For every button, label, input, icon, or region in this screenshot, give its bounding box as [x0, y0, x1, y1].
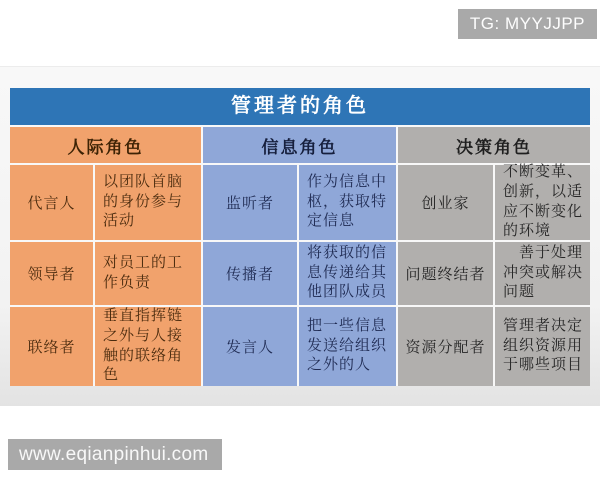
desc-resource-allocator: 管理者决定组织资源用于哪些项目	[495, 307, 590, 386]
roles-grid	[10, 127, 590, 386]
role-disseminator: 传播者	[203, 242, 297, 305]
table-title: 管理者的角色	[10, 88, 590, 125]
desc-figurehead: 以团队首脑的身份参与活动	[95, 165, 201, 240]
desc-disseminator: 将获取的信息传递给其他团队成员	[299, 242, 396, 305]
desc-entrepreneur: 不断变革、创新，以适应不断变化的环境	[495, 165, 590, 240]
header-informational-roles: 信息角色	[203, 127, 396, 163]
desc-disturbance-handler: 善于处理冲突或解决问题	[495, 242, 590, 305]
role-disturbance-handler: 问题终结者	[398, 242, 493, 305]
header-decisional-roles: 决策角色	[398, 127, 590, 163]
roles-table	[10, 88, 590, 386]
role-spokesperson: 发言人	[203, 307, 297, 386]
desc-liaison: 垂直指挥链之外与人接触的联络角色	[95, 307, 201, 386]
desc-spokesperson: 把一些信息发送给组织之外的人	[299, 307, 396, 386]
role-figurehead: 代言人	[10, 165, 93, 240]
tg-badge: TG: MYYJJPP	[458, 9, 597, 39]
desc-monitor: 作为信息中枢，获取特定信息	[299, 165, 396, 240]
watermark-badge: www.eqianpinhui.com	[8, 439, 222, 470]
role-monitor: 监听者	[203, 165, 297, 240]
role-leader: 领导者	[10, 242, 93, 305]
header-interpersonal-roles: 人际角色	[10, 127, 201, 163]
desc-leader: 对员工的工作负责	[95, 242, 201, 305]
role-liaison: 联络者	[10, 307, 93, 386]
role-entrepreneur: 创业家	[398, 165, 493, 240]
role-resource-allocator: 资源分配者	[398, 307, 493, 386]
